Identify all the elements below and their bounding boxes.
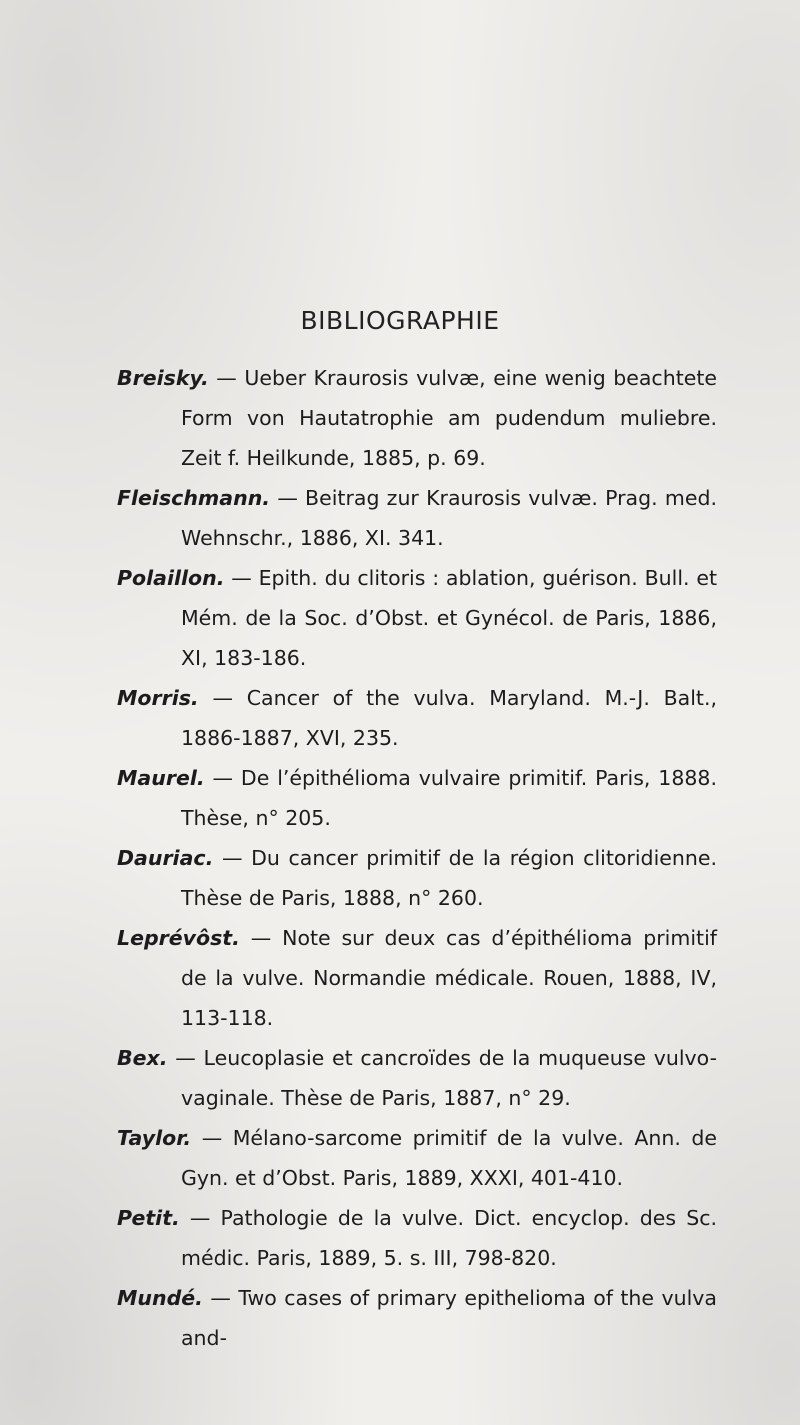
page-heading: BIBLIOGRAPHIE [300,306,500,335]
entry-author: Maurel. [117,766,205,790]
entry-text: — Du cancer primitif de la région clitoridienne. Thèse de Paris, 1888, n° 260. [181,846,717,910]
bibliography-entry [117,478,717,558]
entry-text: — Epith. du clitoris : ablation, guérison. Bull. et Mém. de la Soc. d’Obst. et Gynécol. de Paris, 1886, XI, 183-186. [181,566,717,670]
bibliography-entry [117,1038,717,1118]
entry-text: — De l’épithélioma vulvaire primitif. Paris, 1888. Thèse, n° 205. [181,766,717,830]
entry-author: Polaillon. [117,566,225,590]
entry-author: Breisky. [117,366,209,390]
bibliography-entry [117,918,717,1038]
entry-text: — Cancer of the vulva. Maryland. M.-J. Balt., 1886-1887, XVI, 235. [181,686,717,750]
bibliography-entry [117,758,717,838]
entry-text: — Pathologie de la vulve. Dict. encyclop. des Sc. médic. Paris, 1889, 5. s. III, 798-820. [179,1206,717,1270]
bibliography-entry [117,1278,717,1358]
bibliography-list [117,358,717,1358]
bibliography-entry [117,1118,717,1198]
entry-text: — Ueber Kraurosis vulvæ, eine wenig beachtete Form von Hautatrophie am pudendum muliebre. Zeit f. Heilkunde, 1885, p. 69. [181,366,717,470]
entry-text: — Mélano-sarcome primitif de la vulve. Ann. de Gyn. et d’Obst. Paris, 1889, XXXI, 401-410. [181,1126,717,1190]
bibliography-entry [117,678,717,758]
entry-text: — Leucoplasie et cancroïdes de la muqueuse vulvo-vaginale. Thèse de Paris, 1887, n° 29. [167,1046,717,1110]
entry-author: Mundé. [117,1286,203,1310]
bibliography-entry [117,1198,717,1278]
entry-text: — Beitrag zur Kraurosis vulvæ. Prag. med. Wehnschr., 1886, XI. 341. [181,486,717,550]
entry-author: Fleischmann. [117,486,271,510]
bibliography-entry [117,838,717,918]
entry-author: Bex. [117,1046,168,1070]
entry-author: Dauriac. [117,846,214,870]
entry-author: Petit. [117,1206,180,1230]
entry-text: — Note sur deux cas d’épithélioma primitif de la vulve. Normandie médicale. Rouen, 1888, IV, 113-118. [181,926,717,1030]
entry-text: — Two cases of primary epithelioma of the vulva and- [181,1286,717,1350]
bibliography-entry [117,358,717,478]
bibliography-entry [117,558,717,678]
entry-author: Morris. [117,686,199,710]
entry-author: Leprévôst. [117,926,240,950]
entry-author: Taylor. [117,1126,192,1150]
